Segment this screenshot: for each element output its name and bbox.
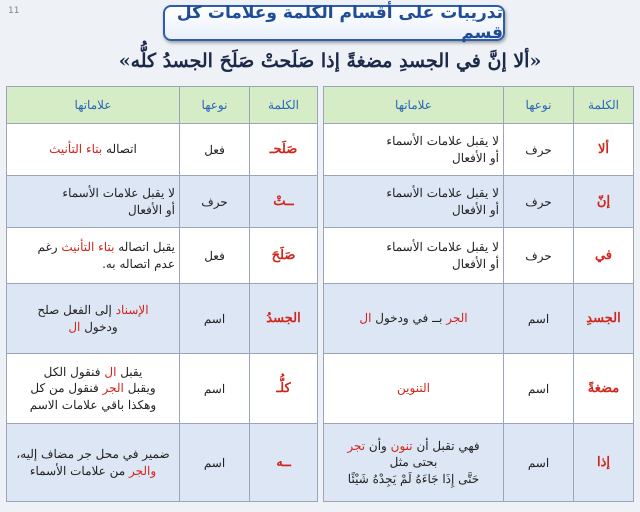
signs-cell: [7, 284, 180, 354]
sign-line: [11, 319, 175, 335]
header-row: [7, 87, 318, 124]
page-number: 11: [8, 6, 20, 16]
left-table: [6, 86, 318, 502]
sign-highlight: التنوين: [397, 381, 430, 396]
signs-cell: [324, 124, 504, 176]
header-type: نوعها: [180, 87, 250, 124]
type-cell: اسم: [504, 354, 574, 424]
table-row: [7, 176, 318, 228]
header-row: [324, 87, 634, 124]
sign-highlight: الجر: [102, 381, 124, 396]
sign-highlight: والجر: [129, 463, 157, 478]
signs-cell: [7, 354, 180, 424]
sign-line: ضمير في محل جر مضاف إليه،: [16, 447, 170, 462]
table-row: [7, 354, 318, 424]
sign-text: فهي تقبل أن: [412, 439, 480, 454]
sign-line: [11, 364, 175, 380]
table-row: [324, 228, 634, 284]
table-row: [324, 354, 634, 424]
sign-line: [11, 239, 175, 255]
header-word: الكلمة: [574, 87, 634, 124]
sign-text: يقبل اتصاله: [114, 240, 175, 255]
signs-cell: [7, 424, 180, 502]
sign-line: أو الأفعال: [451, 256, 499, 271]
table-row: [7, 228, 318, 284]
signs-cell: [324, 424, 504, 502]
word-cell: إنّ: [574, 176, 634, 228]
sign-highlight: تنون: [390, 439, 413, 454]
word-cell: الجسدُ: [250, 284, 318, 354]
sign-text: رغم: [37, 240, 62, 255]
sign-highlight: الجر: [446, 311, 468, 326]
sign-line: لا يقبل علامات الأسماء: [386, 240, 499, 255]
sign-highlight: الإسناد: [115, 303, 149, 318]
table-row: [7, 424, 318, 502]
word-cell: ألا: [574, 124, 634, 176]
right-table: [323, 86, 634, 502]
sign-line: [11, 302, 175, 318]
header-signs: علاماتها: [7, 87, 180, 124]
sign-highlight: ال: [359, 311, 372, 326]
word-cell: في: [574, 228, 634, 284]
word-cell: كلُّـ: [250, 354, 318, 424]
word-cell: الجسدِ: [574, 284, 634, 354]
sign-line: لا يقبل علامات الأسماء: [62, 186, 175, 201]
sign-line: وهكذا باقي علامات الاسم: [29, 397, 157, 412]
type-cell: حرف: [504, 124, 574, 176]
sign-highlight: ال: [104, 365, 117, 380]
word-cell: ــه: [250, 424, 318, 502]
sign-line: أو الأفعال: [451, 150, 499, 165]
quran-verse: حَتَّى إِذَا جَاءَهُ لَمْ يَجِدْهُ شَيْئًا: [347, 471, 480, 486]
header-signs: علاماتها: [324, 87, 504, 124]
sign-line: لا يقبل علامات الأسماء: [386, 186, 499, 201]
signs-cell: [7, 176, 180, 228]
table-row: [324, 424, 634, 502]
sign-line: أو الأفعال: [127, 202, 175, 217]
sign-text: ودخول: [80, 319, 118, 334]
type-cell: حرف: [504, 228, 574, 284]
sign-highlight: ال: [68, 319, 81, 334]
sign-line: عدم اتصاله به.: [102, 256, 175, 271]
type-cell: فعل: [180, 228, 250, 284]
sign-text: ويقبل: [123, 381, 156, 396]
sign-line: أو الأفعال: [451, 202, 499, 217]
sign-line: [328, 438, 499, 454]
sign-line: [11, 380, 175, 396]
table-row: [324, 284, 634, 354]
sign-highlight: بتاء التأنيث: [49, 142, 103, 157]
sign-text: يقبل: [116, 365, 143, 380]
word-cell: ــتْ: [250, 176, 318, 228]
table-row: [324, 176, 634, 228]
sign-text: فنقول الكل: [43, 365, 105, 380]
signs-cell: [324, 354, 504, 424]
sign-text: إلى الفعل صلح: [37, 303, 116, 318]
word-cell: صَلَحـ: [250, 124, 318, 176]
type-cell: حرف: [504, 176, 574, 228]
sign-line: بحتى مثل: [389, 455, 438, 470]
header-type: نوعها: [504, 87, 574, 124]
type-cell: حرف: [180, 176, 250, 228]
sign-text: اتصاله: [102, 142, 137, 157]
table-row: [7, 124, 318, 176]
signs-cell: [7, 124, 180, 176]
table-row: [324, 124, 634, 176]
sign-text: وأن: [365, 439, 391, 454]
word-cell: مضغةً: [574, 354, 634, 424]
header-word: الكلمة: [250, 87, 318, 124]
sign-text: بــ في ودخول: [371, 311, 447, 326]
type-cell: اسم: [504, 284, 574, 354]
word-cell: صَلَحَ: [250, 228, 318, 284]
type-cell: فعل: [180, 124, 250, 176]
hadith-quote: «ألا إنَّ في الجسدِ مضغةً إذا صَلَحتْ صَلَحَ الجسدُ كلُّه»: [118, 50, 542, 72]
page-title: تدريبات على أقسام الكلمة وعلامات كل قسم: [163, 5, 505, 41]
sign-text: من علامات الأسماء: [29, 463, 130, 478]
type-cell: اسم: [180, 424, 250, 502]
sign-highlight: بتاء التأنيث: [61, 240, 115, 255]
sign-text: فنقول من كل: [30, 381, 103, 396]
signs-cell: [324, 228, 504, 284]
type-cell: اسم: [180, 284, 250, 354]
signs-cell: [324, 284, 504, 354]
type-cell: اسم: [180, 354, 250, 424]
signs-cell: [7, 228, 180, 284]
word-cell: إذا: [574, 424, 634, 502]
signs-cell: [324, 176, 504, 228]
type-cell: اسم: [504, 424, 574, 502]
sign-line: [11, 463, 175, 479]
sign-line: لا يقبل علامات الأسماء: [386, 134, 499, 149]
sign-highlight: تجر: [347, 439, 366, 454]
table-row: [7, 284, 318, 354]
